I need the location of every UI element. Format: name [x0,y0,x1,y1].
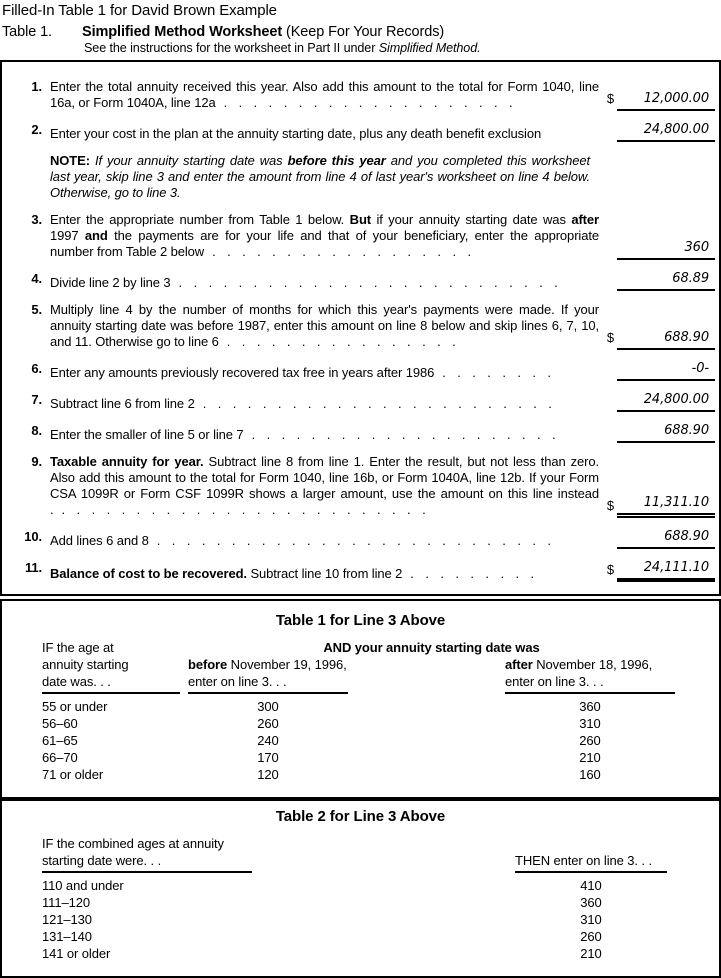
worksheet-title: Simplified Method Worksheet [82,24,283,40]
table1-subheaders [188,656,675,694]
line-number: 4. [31,271,42,286]
before-value-cell: 240 [257,733,279,748]
table2-header [2,835,719,873]
lookup-tables-box [0,599,721,978]
line-text [50,566,603,582]
amount-value: 68.89 [617,271,715,291]
after-value-cell: 360 [579,699,601,714]
before-value-cell: 170 [257,750,279,765]
before-value-cell: 260 [257,716,279,731]
table1-col3-header [505,656,675,694]
table1-col1-header-line: annuity starting [42,657,129,672]
page-header [0,0,721,56]
amount-column [603,330,715,350]
then-value-cell: 260 [580,929,602,944]
worksheet-title-suffix: (Keep For Your Records) [282,24,445,40]
amount-column [603,361,715,381]
amount-column [603,529,715,549]
table1-col2-header-line2: enter on line 3. . . [188,674,287,689]
table2-row [2,911,719,928]
text-segment: NOTE: [50,153,90,168]
line-number: 2. [31,122,42,137]
worksheet-row-4 [8,271,715,291]
table1-group-header: AND your annuity starting date was [323,640,540,655]
dot-leader: . . . . . . . . . . . . . . . . . . [212,244,471,259]
line-number: 8. [31,423,42,438]
worksheet-row-6 [8,361,715,381]
table2-row [2,894,719,911]
amount-value: 24,111.10 [617,560,715,582]
amount-column [603,423,715,443]
worksheet-row-9 [8,454,715,518]
amount-column [603,122,715,142]
amount-value: 12,000.00 [617,91,715,111]
amount-value: 24,800.00 [617,392,715,412]
worksheet-row-8 [8,423,715,443]
line-text [50,454,603,518]
table2-title: Table 2 for Line 3 Above [275,808,446,825]
after-value-cell: 210 [579,750,601,765]
worksheet-row-5 [8,302,715,350]
line-number: 7. [31,392,42,407]
text-segment: Subtract line 6 from line 2 [50,396,195,411]
text-segment: Enter any amounts previously recovered tax free in years after 1986 [50,365,435,380]
amount-value: 360 [617,240,715,260]
dot-leader: . . . . . . . . [442,365,551,380]
worksheet-rows [2,62,719,594]
amount-column [603,271,715,291]
dollar-sign: $ [606,498,614,513]
dot-leader: . . . . . . . . . . . . . . . . . . . . . . . . . [61,502,426,517]
combined-ages-cell: 121–130 [42,912,92,927]
then-value-cell: 310 [580,912,602,927]
line-number: 9. [31,454,42,469]
table2-row [2,877,719,894]
age-range-cell: 61–65 [42,733,78,748]
text-segment: Multiply line 4 by the number of months for which this year's payments were made. If your annuity starting date was before 1987, enter this amount on line 8 below and skip lines 6, 7, 10, and 11. Otherwise go to line 6 [50,302,599,349]
text-segment: But [349,212,372,227]
amount-column [603,560,715,582]
then-value-cell: 410 [580,878,602,893]
table1-section [2,601,719,797]
text-segment: before [188,657,228,672]
table1-col2-header [188,656,348,694]
text-segment: after [571,212,600,227]
then-value-cell: 360 [580,895,602,910]
line-number: 3. [31,212,42,227]
combined-ages-cell: 111–120 [42,895,90,910]
text-segment: Enter the total annuity received this year. Also add this amount to the total for Form 1040, line 16a, or Form 1040A, line 12a [50,79,599,110]
worksheet-row-11 [8,560,715,582]
text-segment: 1997 [50,228,85,243]
table1-col3-header-line2: enter on line 3. . . [505,674,604,689]
amount-value: 688.90 [617,330,715,350]
table2-col1-header-line: starting date were. . . [42,853,162,868]
page-title: Filled-In Table 1 for David Brown Example [2,2,277,19]
text-segment: Subtract line 8 from line 1. Enter the result, but not less than zero. Also add this amount to the total for Form 1040, line 16b, or Form 1040A, line 12b. If your Form CSA 1099R or Form CSF 1099R shows a larger amount, use the amount on this line instead . [50,454,599,517]
before-value-cell: 300 [257,699,279,714]
amount-column [603,495,715,518]
line-text [50,275,603,291]
amount-column [603,91,715,111]
text-segment: Balance of cost to be recovered. [50,566,247,581]
worksheet-row-2 [8,122,715,142]
table1-row [2,766,719,783]
dot-leader: . . . . . . . . . . . . . . . . . . . . [223,95,513,110]
dot-leader: . . . . . . . . . . . . . . . . . . . . . [251,427,556,442]
table1-rows [2,698,719,783]
worksheet-subtitle [84,41,719,56]
combined-ages-cell: 141 or older [42,946,111,961]
line-text [50,126,603,142]
line-text [50,427,603,443]
worksheet-title-row [2,24,719,41]
table1-group [188,639,675,694]
after-value-cell: 310 [579,716,601,731]
text-segment: Enter the smaller of line 5 or line 7 [50,427,244,442]
dot-leader: . . . . . . . . . . . . . . . . [226,334,456,349]
dollar-sign: $ [606,562,614,577]
line-text [50,212,603,260]
after-value-cell: 160 [579,767,601,782]
text-segment: if your annuity starting date was [371,212,572,227]
text-segment: November 18, 1996, [532,657,653,672]
worksheet-row-7 [8,392,715,412]
worksheet-box [0,60,721,596]
line-number: 11. [24,560,42,575]
line-text [50,365,603,381]
text-segment: Taxable annuity for year. [50,454,204,469]
table-label: Table 1. [2,24,52,40]
age-range-cell: 66–70 [42,750,78,765]
table1-col3-header-line1 [505,656,675,673]
line-number: 10. [24,529,42,544]
line-text [50,533,603,549]
table2-col1-header [42,835,252,873]
dot-leader: . . . . . . . . . . . . . . . . . . . . . . . . . . . [156,533,551,548]
age-range-cell: 55 or under [42,699,108,714]
table1-col2-header-line1 [188,656,348,673]
dollar-sign: $ [606,91,614,106]
dollar-sign: $ [606,330,614,345]
worksheet-row-10 [8,529,715,549]
subtitle-text: See the instructions for the worksheet in Part II under [84,41,379,55]
worksheet-row-1 [8,79,715,111]
text-segment: and you completed this worksheet last year, skip line 3 and enter the amount from line 4 of last year's worksheet on line 4 below. Otherwise, go to line 3. [50,153,590,200]
amount-value: 24,800.00 [617,122,715,142]
text-segment: after [505,657,533,672]
line-number: 5. [31,302,42,317]
combined-ages-cell: 110 and under [42,878,124,893]
table1-row [2,715,719,732]
dot-leader: . . . . . . . . . . . . . . . . . . . . . . . . [202,396,552,411]
text-segment: If your annuity starting date was [89,153,288,168]
age-range-cell: 71 or older [42,767,104,782]
line-number: 6. [31,361,42,376]
table1-row [2,698,719,715]
line-text [50,79,603,111]
text-segment: November 19, 1996, [227,657,347,672]
amount-value: 688.90 [617,423,715,443]
amount-value: 688.90 [617,529,715,549]
text-segment: Enter the appropriate number from Table 1 below. [50,212,350,227]
line-text [50,302,603,350]
text-segment: Add lines 6 and 8 [50,533,149,548]
table2-col2-header: THEN enter on line 3. . . [515,852,667,873]
age-range-cell: 56–60 [42,716,78,731]
after-value-cell: 260 [579,733,601,748]
table2-row [2,928,719,945]
table2-rows [2,877,719,962]
text-segment: and [84,228,108,243]
table2-section [2,797,719,976]
amount-value: -0- [617,361,715,381]
table1-col1-header-line: date was. . . [42,674,111,689]
amount-column [603,392,715,412]
line-number: 1. [31,79,42,94]
table1-title: Table 1 for Line 3 Above [275,612,446,629]
text-segment: Enter your cost in the plan at the annuity starting date, plus any death benefit exclusion [50,126,542,141]
table1-col1-header-line: IF the age at [42,640,114,655]
line-text [50,396,603,412]
table1-col1-header [42,639,180,694]
amount-value: 11,311.10 [617,495,715,518]
table1-row [2,732,719,749]
table1-header [2,639,719,694]
text-segment: the payments are for your life and that of your beneficiary, enter the appropriate number from Table 2 below [50,228,599,259]
combined-ages-cell: 131–140 [42,929,92,944]
table1-row [2,749,719,766]
dot-leader: . . . . . . . . . . . . . . . . . . . . . . . . . . [178,275,558,290]
worksheet-note [50,153,590,201]
worksheet-row-3 [8,212,715,260]
then-value-cell: 210 [580,946,602,961]
table2-col1-header-line: IF the combined ages at annuity [42,836,224,851]
dot-leader: . . . . . . . . . [410,566,534,581]
text-segment: before this year [287,153,386,168]
subtitle-italic-text: Simplified Method. [378,41,481,55]
amount-column [603,240,715,260]
text-segment: Subtract line 10 from line 2 [246,566,403,581]
before-value-cell: 120 [257,767,279,782]
table2-row [2,945,719,962]
text-segment: Divide line 2 by line 3 [50,275,171,290]
